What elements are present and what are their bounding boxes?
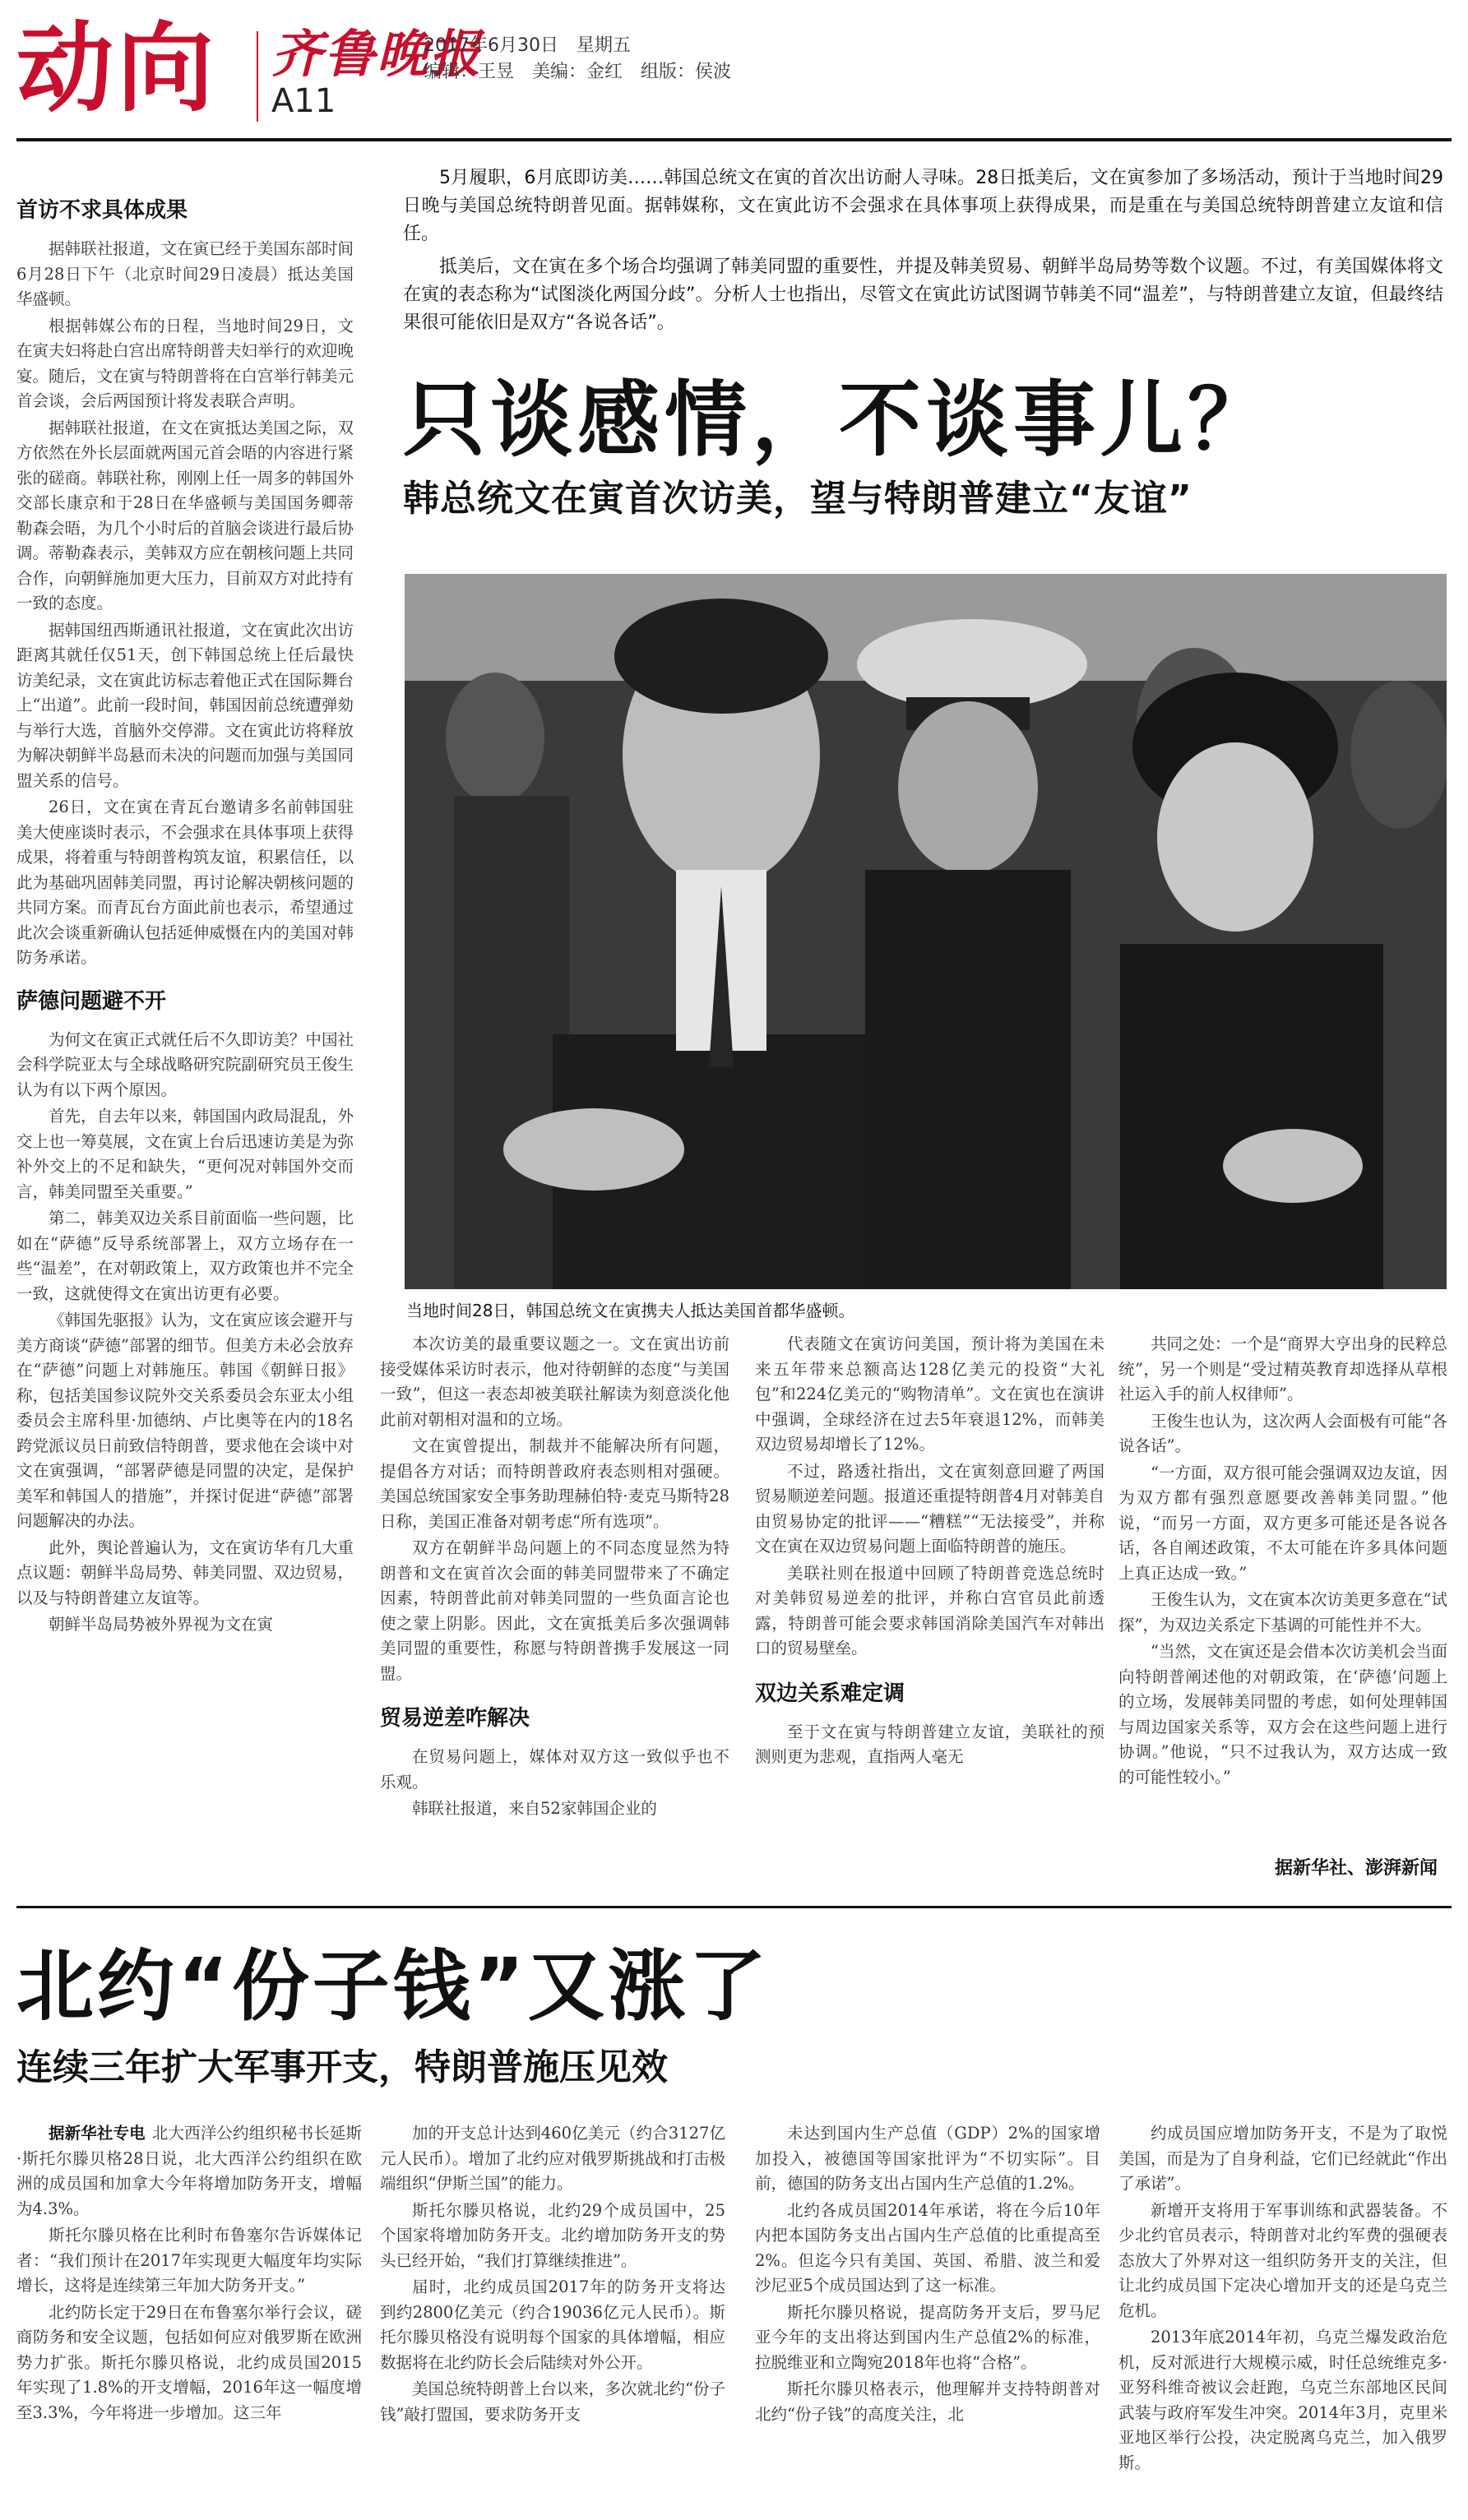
column-paragraph: 代表随文在寅访问美国，预计将为美国在未来五年带来总额高达128亿美元的投资“大礼包”和224亿美元的“购物清单”。文在寅也在演讲中强调，全球经济在过去5年衰退12%，而韩美双边贸易却增长了12%。 — [755, 1334, 1104, 1454]
news-photo — [405, 574, 1447, 1289]
section-title: 动向 — [16, 12, 218, 125]
masthead-rule — [16, 138, 1452, 141]
side-paragraph: 根据韩媒公布的日程，当地时间29日，文在寅夫妇将赴白宫出席特朗普夫妇举行的欢迎晚宴。随后，文在寅与特朗普将在白宫举行韩美元首会谈，会后两国预计将发表联合声明。 — [16, 316, 354, 410]
side-paragraph: 据韩联社报道，在文在寅抵达美国之际，双方依然在外长层面就两国元首会晤的内容进行紧张的磋商。韩联社称，刚刚上任一周多的韩国外交部长康京和于28日在华盛顿与美国国务卿蒂勒森会晤，为几个小时后的首脑会谈进行最后协调。蒂勒森表示，美韩双方应在朝核问题上共同合作，向朝鲜施加更大压力，目前双方对此持有一致的态度。 — [16, 418, 354, 613]
main-subheadline: 韩总统文在寅首次访美，望与特朗普建立“友谊” — [403, 478, 1192, 520]
side-heading-thaad: 萨德问题避不开 — [16, 988, 167, 1014]
nato-paragraph — [16, 2121, 362, 2222]
issue-date: 2017年6月30日 星期五 — [424, 35, 631, 56]
column-paragraph: 不过，路透社指出，文在寅刻意回避了两国贸易顺逆差问题。报道还重提特朗普4月对韩美自由贸易协定的批评——“糟糕”“无法接受”，并称文在寅在双边贸易问题上面临特朗普的施压。 — [755, 1461, 1104, 1556]
article-column-3 — [1118, 1332, 1447, 1792]
column-paragraph: 共同之处：一个是“商界大亨出身的民粹总统”，另一个则是“受过精英教育却选择从草根社运入手的前人权律师”。 — [1118, 1334, 1447, 1403]
nato-paragraph: 斯托尔滕贝格说，提高防务开支后，罗马尼亚今年的支出将达到国内生产总值2%的标准，拉脱维亚和立陶宛2018年也将“合格”。 — [755, 2302, 1100, 2372]
nato-headline: 北约“份子钱”又涨了 — [16, 1942, 770, 2032]
lead-intro — [403, 164, 1443, 342]
main-headline: 只谈感情，不谈事儿？ — [403, 372, 1275, 468]
column-paragraph: 王俊生也认为，这次两人会面极有可能“各说各话”。 — [1118, 1411, 1447, 1455]
side-paragraph: 此外，舆论普遍认为，文在寅访华有几大重点议题：朝鲜半岛局势、韩美同盟、双边贸易，以及与特朗普建立友谊等。 — [16, 1537, 354, 1607]
column-paragraph: 韩联社报道，来自52家韩国企业的 — [412, 1799, 657, 1818]
nato-paragraph: 未达到国内生产总值（GDP）2%的国家增加投入，被德国等国家批评为“不切实际”。目前，德国的防务支出占国内生产总值的1.2%。 — [755, 2124, 1100, 2193]
column-paragraph: 本次访美的最重要议题之一。文在寅出访前接受媒体采访时表示，他对待朝鲜的态度“与美国一致”，但这一表态却被美联社解读为刻意淡化他此前对朝相对温和的立场。 — [380, 1334, 729, 1429]
nato-paragraph: 北约各成员国2014年承诺，将在今后10年内把本国防务支出占国内生产总值的比重提高至2%。但迄今只有美国、英国、希腊、波兰和爱沙尼亚5个成员国达到了这一标准。 — [755, 2200, 1100, 2295]
nato-paragraph: 北约防长定于29日在布鲁塞尔举行会议，磋商防务和安全议题，包括如何应对俄罗斯在欧洲势力扩张。斯托尔滕贝格说，北约成员国2015年实现了1.8%的开支增幅，2016年这一幅度增至3.3%，今年将进一步增加。这三年 — [16, 2302, 362, 2422]
nato-paragraph: 届时，北约成员国2017年的防务开支将达到约2800亿美元（约合19036亿元人民币）。斯托尔滕贝格没有说明每个国家的具体增幅，相应数据将在北约防长会后陆续对外公开。 — [380, 2277, 725, 2372]
side-paragraph: 朝鲜半岛局势被外界视为文在寅 — [49, 1615, 274, 1634]
column-subheading-trade: 贸易逆差咋解决 — [380, 1706, 530, 1731]
nato-paragraph: 美国总统特朗普上台以来，多次就北约“份子钱”敲打盟国，要求防务开支 — [380, 2379, 725, 2424]
column-paragraph: 美联社则在报道中回顾了特朗普竞选总统时对美韩贸易逆差的批评，并称白宫官员此前透露，特朗普可能会要求韩国消除美国汽车对韩出口的贸易壁垒。 — [755, 1563, 1104, 1658]
column-subheading-relations: 双边关系难定调 — [755, 1681, 905, 1706]
nato-paragraph: 约成员国应增加防务开支，不是为了取悦美国，而是为了自身利益，它们已经就此“作出了承诺”。 — [1118, 2124, 1447, 2193]
nato-paragraph: 斯托尔滕贝格在比利时布鲁塞尔告诉媒体记者：“我们预计在2017年实现更大幅度年均实际增长，这将是连续第三年加大防务开支。” — [16, 2226, 362, 2295]
column-paragraph: 王俊生认为，文在寅本次访美更多意在“试探”，为双边关系定下基调的可能性并不大。 — [1118, 1590, 1447, 1635]
side-paragraph: 据韩联社报道，文在寅已经于美国东部时间6月28日下午（北京时间29日凌晨）抵达美国华盛顿。 — [16, 239, 354, 308]
nato-paragraph: 2013年底2014年初，乌克兰爆发政治危机，反对派进行大规模示威，时任总统维克多·亚努科维奇被议会赶跑，乌克兰东部地区民间武装与政府军发生冲突。2014年3月，克里米亚地区举行公投，决定脱离乌克兰，加入俄罗斯。 — [1118, 2328, 1447, 2472]
nato-lead-text: 北大西洋公约组织秘书长延斯·斯托尔滕贝格28日说，北大西洋公约组织在欧洲的成员国和加拿大今年将增加防务开支，增幅为4.3%。 — [16, 2124, 362, 2218]
column-paragraph: 在贸易问题上，媒体对双方这一致似乎也不乐观。 — [380, 1747, 729, 1792]
nato-paragraph: 加的开支总计达到460亿美元（约合3127亿元人民币）。增加了北约应对俄罗斯挑战和打击极端组织“伊斯兰国”的能力。 — [380, 2124, 725, 2193]
section-divider — [16, 1906, 1452, 1908]
nato-column-2 — [380, 2121, 725, 2516]
nato-paragraph: 新增开支将用于军事训练和武器装备。不少北约官员表示，特朗普对北约军费的强硬表态放大了外界对这一组织防务开支的关注，但让北约成员国下定决心增加开支的还是乌克兰危机。 — [1118, 2200, 1447, 2320]
page-number: A11 — [271, 82, 336, 120]
nato-column-3 — [755, 2121, 1100, 2516]
editorial-staff: 编辑：王昱 美编：金红 组版：侯波 — [424, 62, 732, 82]
nato-subheadline: 连续三年扩大军事开支，特朗普施压见效 — [16, 2046, 668, 2088]
nato-paragraph: 斯托尔滕贝格表示，他理解并支持特朗普对北约“份子钱”的高度关注，北 — [755, 2379, 1100, 2424]
nato-column-1 — [16, 2121, 362, 2516]
nato-source-label: 据新华社专电 — [49, 2124, 146, 2143]
masthead-divider — [257, 31, 258, 122]
column-paragraph: 至于文在寅与特朗普建立友谊，美联社的预测则更为悲观，直指两人毫无 — [755, 1722, 1104, 1766]
nato-paragraph: 斯托尔滕贝格说，北约29个成员国中，25个国家将增加防务开支。北约增加防务开支的势头已经开始，“我们打算继续推进”。 — [380, 2200, 725, 2270]
column-paragraph: 双方在朝鲜半岛问题上的不同态度显然为特朗普和文在寅首次会面的韩美同盟带来了不确定因素，特朗普此前对韩美同盟的一些负面言论也使之蒙上阴影。因此，文在寅抵美后多次强调韩美同盟的重要性，称愿与特朗普携手发展这一同盟。 — [380, 1538, 729, 1683]
photo-caption: 当地时间28日，韩国总统文在寅携夫人抵达美国首都华盛顿。 — [406, 1301, 855, 1320]
side-paragraph: 《韩国先驱报》认为，文在寅应该会避开与美方商谈“萨德”部署的细节。但美方未必会放弃在“萨德”问题上对韩施压。韩国《朝鲜日报》称，包括美国参议院外交关系委员会东亚太小组委员会主席科里·加德纳、卢比奥等在内的18名跨党派议员日前致信特朗普，要求他在会谈中对文在寅强调，“部署萨德是同盟的决定，是保护美军和韩国人的措施”，并探讨促进“萨德”部署问题解决的办法。 — [16, 1311, 354, 1530]
nato-column-4 — [1118, 2121, 1447, 2516]
news-photo-illustration — [405, 574, 1447, 1289]
column-paragraph: “当然，文在寅还是会借本次访美机会当面向特朗普阐述他的对朝政策，在‘萨德’问题上的立场，发展韩美同盟的考虑，如何处理韩国与周边国家关系等，双方会在这些问题上进行协调。”他说，“只不过我认为，双方达成一致的可能性较小。” — [1118, 1642, 1447, 1787]
side-column — [16, 185, 354, 1639]
side-paragraph: 首先，自去年以来，韩国国内政局混乱，外交上也一筹莫展，文在寅上台后迅速访美是为弥补外交上的不足和缺失，“更何况对韩国外交而言，韩美同盟至关重要。” — [16, 1107, 354, 1201]
masthead — [16, 7, 1452, 142]
side-heading-first-visit: 首访不求具体成果 — [16, 198, 188, 223]
intro-paragraph: 5月履职，6月底即访美……韩国总统文在寅的首次出访耐人寻味。28日抵美后，文在寅参加了多场活动，预计于当地时间29日晚与美国总统特朗普见面。据韩媒称，文在寅此访不会强求在具体事项上获得成果，而是重在与美国总统特朗普建立友谊和信任。 — [403, 168, 1443, 244]
article-column-1 — [380, 1332, 729, 1824]
side-paragraph: 26日，文在寅在青瓦台邀请多名前韩国驻美大使座谈时表示，不会强求在具体事项上获得成果，将着重与特朗普构筑友谊，积累信任，以此为基础巩固韩美同盟，再讨论解决朝核问题的共同方案。而青瓦台方面此前也表示，希望通过此次会谈重新确认包括延伸威慑在内的美国对韩防务承诺。 — [16, 798, 354, 967]
newspaper-logo: 齐鲁晚报 — [271, 24, 483, 84]
article-column-2 — [755, 1332, 1104, 1772]
column-paragraph: 文在寅曾提出，制裁并不能解决所有问题，提倡各方对话；而特朗普政府表态则相对强硬。美国总统国家安全事务助理赫伯特·麦克马斯特28日称，美国正准备对朝考虑“所有选项”。 — [380, 1436, 729, 1531]
article-source: 据新华社、澎湃新闻 — [1275, 1858, 1438, 1879]
side-paragraph: 为何文在寅正式就任后不久即访美？中国社会科学院亚太与全球战略研究院副研究员王俊生认为有以下两个原因。 — [16, 1029, 354, 1099]
column-paragraph: “一方面，双方很可能会强调双边友谊，因为双方都有强烈意愿要改善韩美同盟。”他说，“而另一方面，双方更多可能还是各说各话，各自阐述政策，不太可能在许多具体问题上真正达成一致。” — [1118, 1463, 1447, 1583]
side-paragraph: 第二，韩美双边关系目前面临一些问题，比如在“萨德”反导系统部署上，双方立场存在一些“温差”，在对朝政策上，双方政策也并不完全一致，这就使得文在寅出访更有必要。 — [16, 1209, 354, 1303]
intro-paragraph: 抵美后，文在寅在多个场合均强调了韩美同盟的重要性，并提及韩美贸易、朝鲜半岛局势等数个议题。不过，有美国媒体将文在寅的表态称为“试图淡化两国分歧”。分析人士也指出，尽管文在寅此访试图调节韩美不同“温差”，与特朗普建立友谊，但最终结果很可能依旧是双方“各说各话”。 — [403, 257, 1443, 333]
side-paragraph: 据韩国纽西斯通讯社报道，文在寅此次出访距离其就任仅51天，创下韩国总统上任后最快访美纪录，文在寅此访标志着他正式在国际舞台上“出道”。此前一段时间，韩国因前总统遭弹劾与举行大选，首脑外交停滞。文在寅此访将释放为解决朝鲜半岛悬而未决的问题而加强与美国同盟关系的信号。 — [16, 620, 354, 790]
